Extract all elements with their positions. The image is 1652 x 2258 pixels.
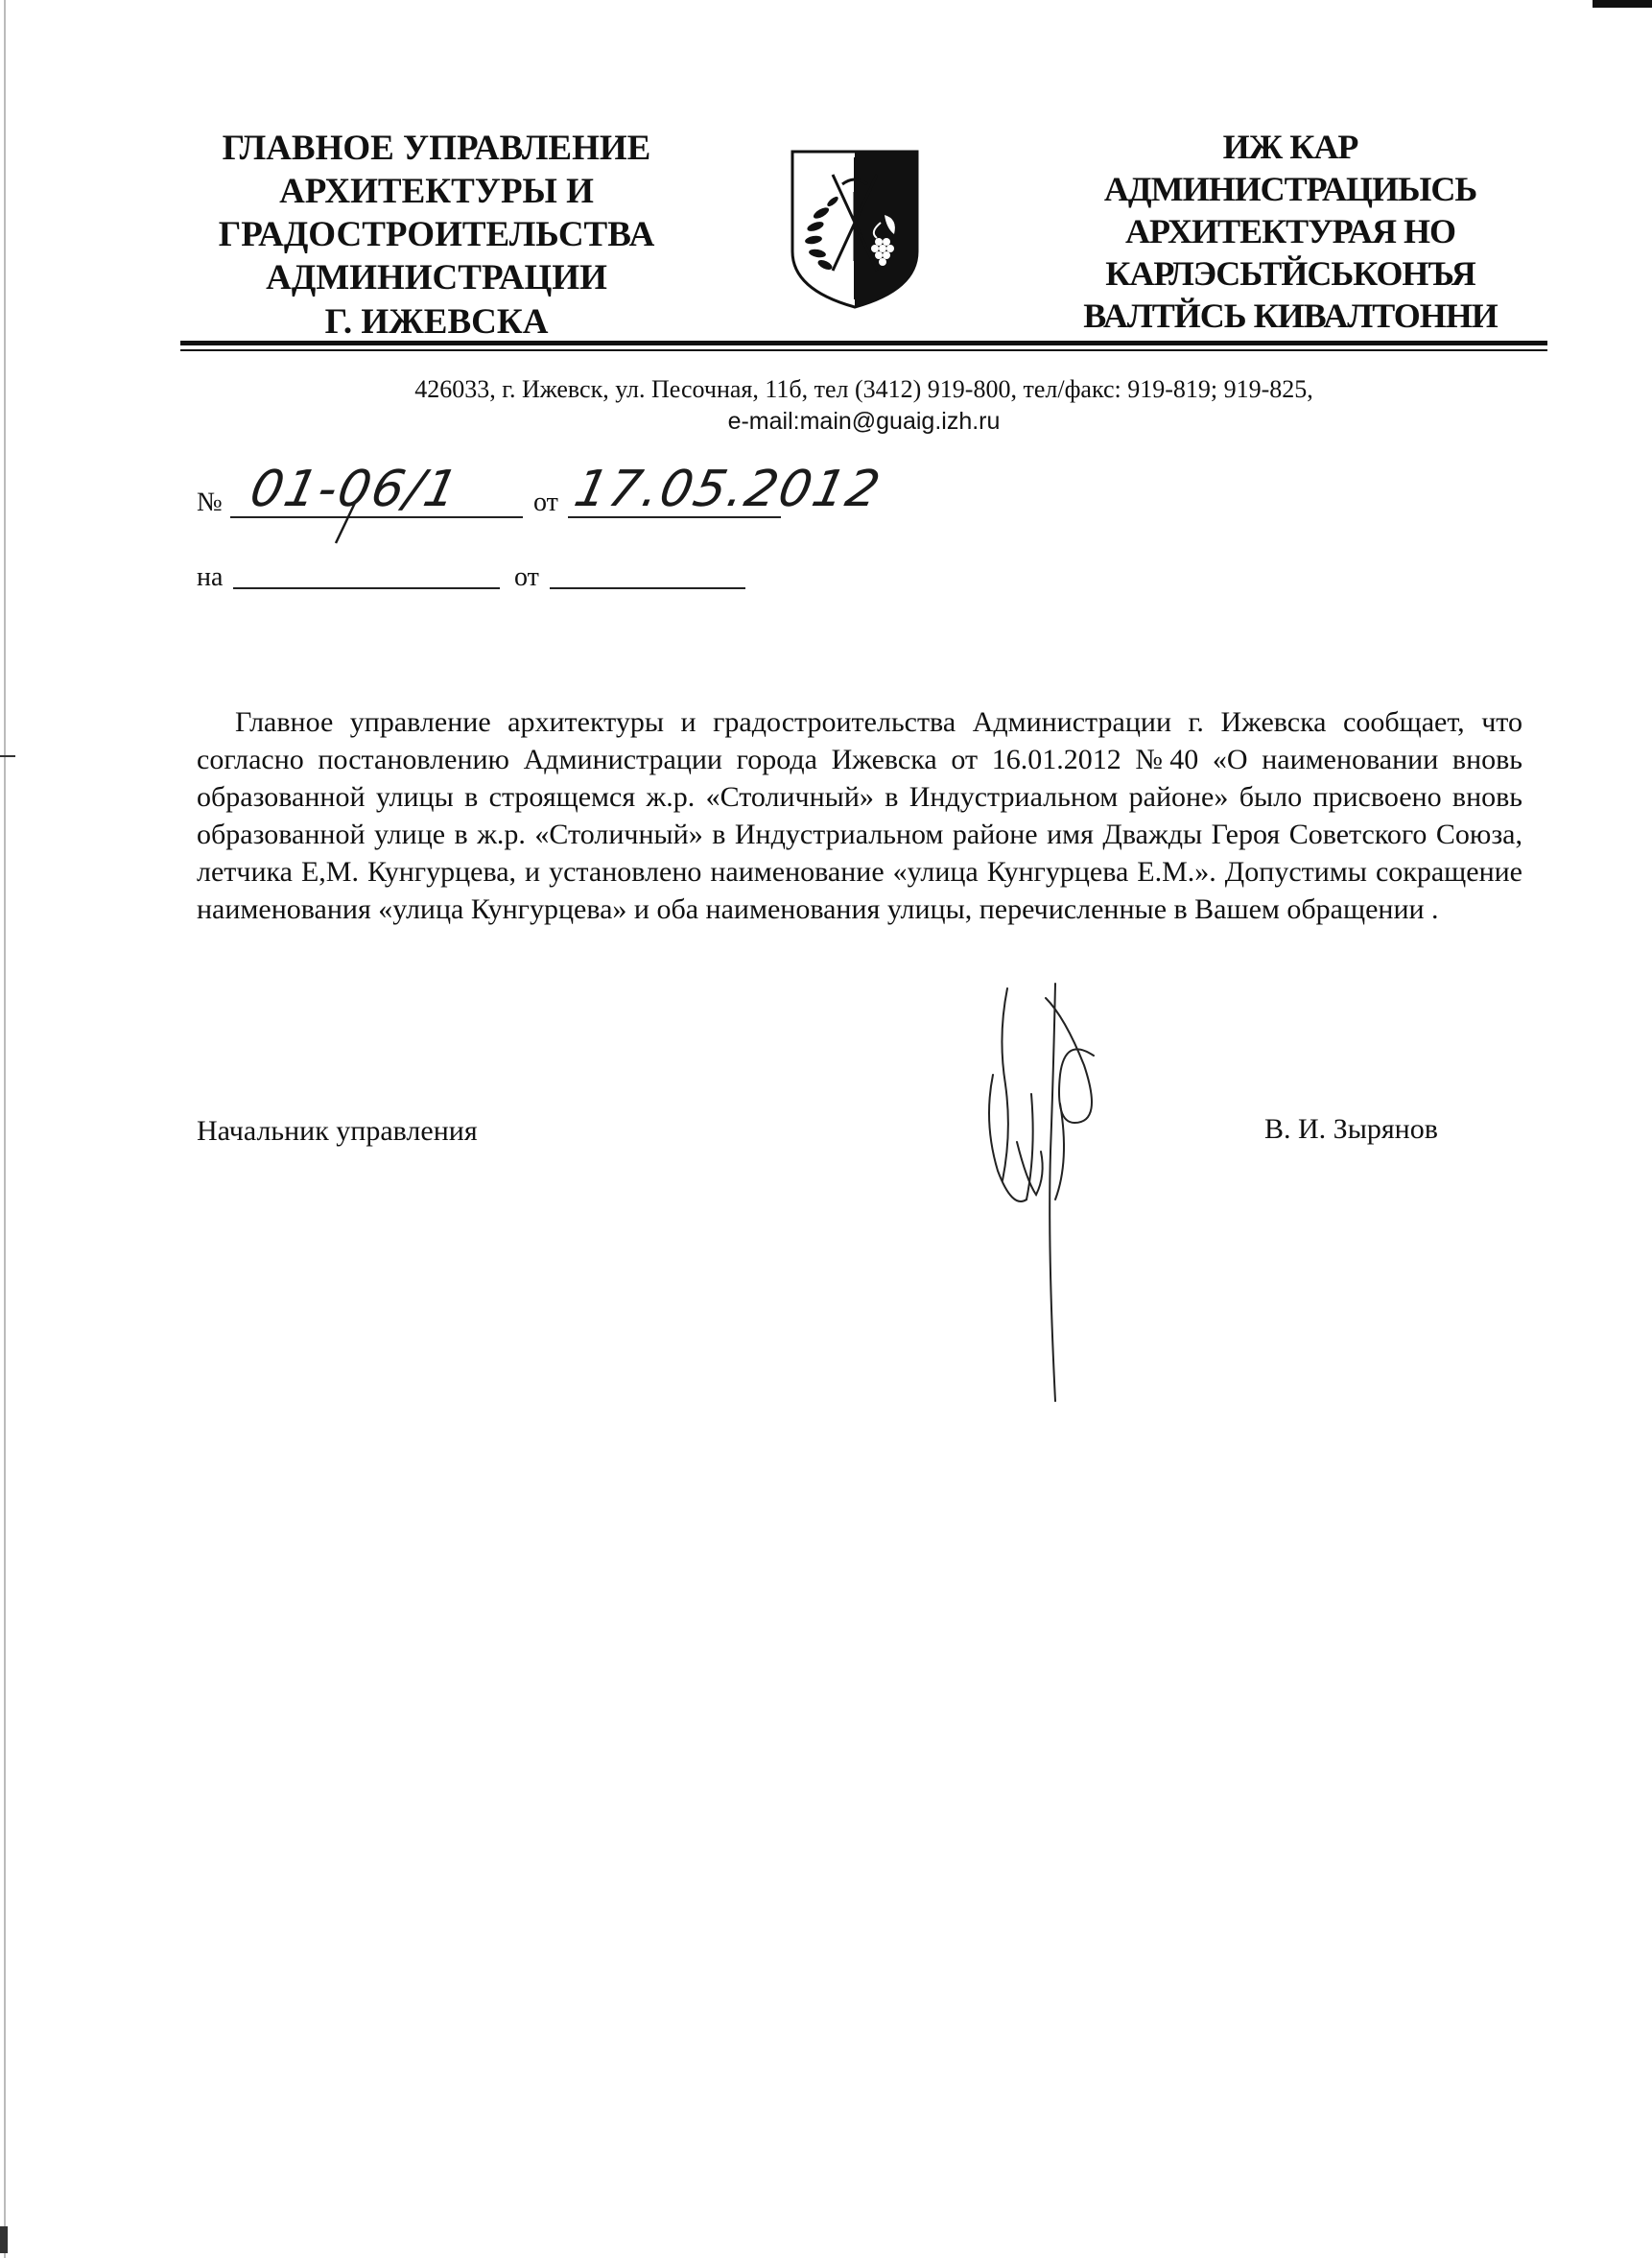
header-divider-thin	[180, 349, 1547, 351]
signer-title: Начальник управления	[197, 1115, 478, 1147]
header-left-line: ГРАДОСТРОИТЕЛЬСТВА	[218, 215, 655, 255]
number-stroke-mark	[326, 499, 365, 547]
date-label: от	[533, 487, 558, 517]
letter-body	[197, 703, 1522, 928]
reference-date-underline	[550, 587, 745, 589]
address-block	[180, 372, 1547, 439]
email-line: e-mail:main@guaig.izh.ru	[727, 408, 1001, 436]
handwritten-signature-icon	[959, 960, 1151, 1411]
header-divider-thick	[180, 341, 1547, 345]
scan-edge-mark	[1593, 0, 1652, 8]
header-right-line: АРХИТЕКТУРАЯ НО	[1124, 211, 1455, 250]
signer-name: В. И. Зырянов	[1264, 1113, 1438, 1145]
header-right-line: АДМИНИСТРАЦИЫСЬ	[1103, 169, 1477, 208]
header-left-line: Г. ИЖЕВСКА	[324, 301, 549, 342]
scan-edge-line	[4, 0, 6, 2258]
header-left-line: АДМИНИСТРАЦИИ	[266, 258, 607, 298]
header-left-line: ГЛАВНОЕ УПРАВЛЕНИЕ	[222, 129, 651, 168]
header-right-line: ИЖ КАР	[1222, 128, 1358, 166]
header-left-line: АРХИТЕКТУРЫ И	[279, 172, 594, 212]
city-coat-of-arms-icon	[785, 146, 925, 311]
registration-number-handwritten: 01-06/1	[245, 461, 465, 518]
header-right-line: ВАЛТЙСЬ КИВАЛТОННИ	[1083, 296, 1498, 335]
address-line: 426033, г. Ижевск, ул. Песочная, 11б, тел (3412) 919-800, тел/факс: 919-819; 919-825,	[414, 375, 1313, 403]
number-label: №	[197, 487, 223, 517]
reference-label: на	[197, 562, 224, 592]
reference-underline	[233, 587, 500, 589]
scan-edge-mark	[0, 755, 15, 757]
reference-date-label: от	[514, 562, 539, 592]
scan-edge-mark	[0, 2226, 8, 2253]
body-paragraph: Главное управление архитектуры и градостроительства Администрации г. Ижевска сообщает, что согласно постановлению Администрации города Ижевска от 16.01.2012 №40 «О наименовании вновь образованной улицы в строящемся ж.р. «Столичный» в Индустриальном районе» было присвоено вновь образованной улице в ж.р. «Столичный» в Индустриальном районе имя Дважды Героя Советского Союза, летчика Е,М. Кунгурцева, и установлено наименование «улица Кунгурцева Е.М.». Допустимы сокращение наименования «улица Кунгурцева» и оба наименования улицы, перечисленные в Вашем обращении .	[197, 706, 1522, 925]
header-right-line: КАРЛЭСЬТЙСЬКОНЪЯ	[1105, 253, 1475, 293]
header-right-title	[1031, 127, 1549, 338]
header-left-title	[187, 127, 686, 344]
registration-date-handwritten: 17.05.2012	[569, 461, 887, 518]
